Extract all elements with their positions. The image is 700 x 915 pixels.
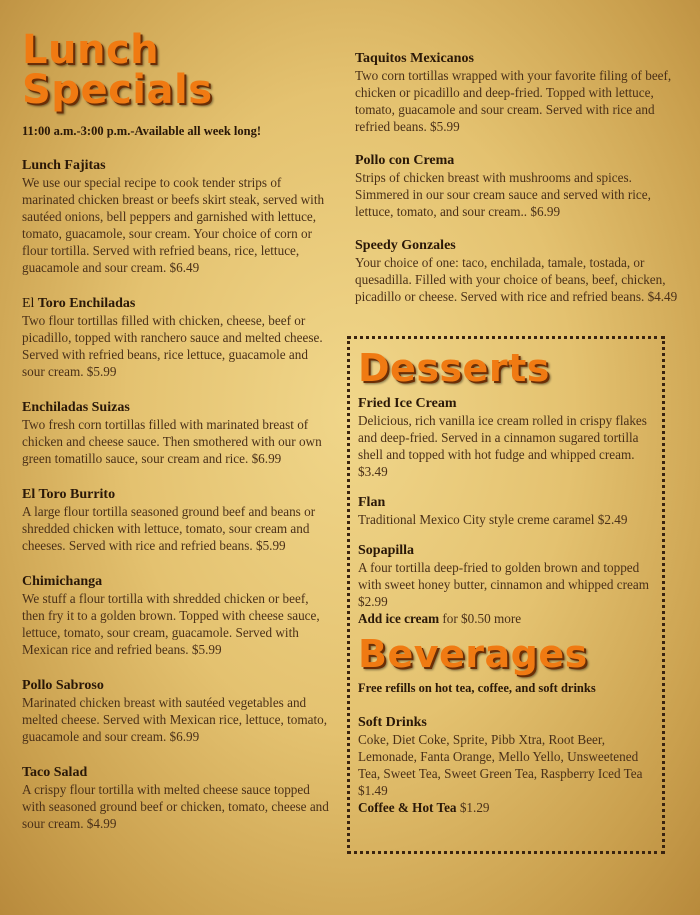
addon-price: for $0.50 more	[442, 611, 522, 626]
coffee-label: Coffee & Hot Tea	[358, 800, 457, 815]
item-name: Lunch Fajitas	[22, 158, 106, 173]
item-description: Strips of chicken breast with mushrooms and spices. Simmered in our sour cream sauce and served with rice, lettuce, tomato, and sour cream.. $6.99	[355, 170, 651, 219]
desserts-title: Desserts	[358, 346, 550, 390]
item-name: Speedy Gonzales	[355, 238, 456, 253]
item-description: Two flour tortillas filled with chicken, cheese, beef or picadillo, topped with ranchero sauce and melted cheese. Served with refried beans, rice lettuce, guacamole and sour cream. $5.99	[22, 313, 323, 379]
item-description: Coke, Diet Coke, Sprite, Pibb Xtra, Root Beer, Lemonade, Fanta Orange, Mello Yello, Unsweetened Tea, Sweet Tea, Sweet Green Tea, Raspberry Iced Tea $1.49	[358, 732, 643, 798]
item-description: Traditional Mexico City style creme caramel $2.49	[358, 512, 628, 527]
item-name-main: Toro Enchiladas	[37, 296, 136, 311]
item-description: A four tortilla deep-fried to golden brown and topped with sweet honey butter, cinnamon and whipped cream $2.99	[358, 560, 649, 609]
lunch-column	[22, 27, 332, 851]
item-description: A crispy flour tortilla with melted cheese sauce topped with seasoned ground beef or chicken, tomato, cheese and sour cream. $4.99	[22, 782, 329, 831]
item-name: Taco Salad	[22, 765, 88, 780]
menu-item-pollo-con-crema	[355, 152, 685, 220]
item-name	[22, 295, 332, 312]
item-name-prefix: El	[22, 296, 35, 311]
menu-item-enchiladas-suizas	[22, 399, 332, 467]
menu-item-pollo-sabroso	[22, 677, 332, 745]
item-name: Fried Ice Cream	[358, 396, 457, 411]
menu-item-flan	[358, 494, 662, 528]
item-name: Enchiladas Suizas	[22, 400, 130, 415]
item-description: Delicious, rich vanilla ice cream rolled in crispy flakes and deep-fried. Served in a cinnamon sugared tortilla shell and topped with hot fudge and whipped cream. $3.49	[358, 413, 647, 479]
lunch-right-column	[355, 50, 685, 322]
item-name: Taquitos Mexicanos	[355, 51, 474, 66]
menu-item-chimichanga	[22, 573, 332, 658]
menu-item-speedy-gonzales	[355, 237, 685, 305]
menu-item-el-toro-enchiladas	[22, 295, 332, 380]
item-description: Marinated chicken breast with sautéed vegetables and melted cheese. Served with Mexican rice, lettuce, tomato, guacamole and sour cream. $6.99	[22, 695, 328, 744]
item-description: We stuff a flour tortilla with shredded chicken or beef, then fry it to a golden brown. Topped with cheese sauce, lettuce, tomato, sour cream, guacamole. Served with Mexican rice and refried beans. $5.99	[22, 591, 320, 657]
item-description: Your choice of one: taco, enchilada, tamale, tostada, or quesadilla. Filled with your choice of beans, beef, chicken, picadillo or cheese. Served with rice and refried beans. $4.49	[355, 255, 678, 304]
item-description: Two fresh corn tortillas filled with marinated breast of chicken and cheese sauce. Then smothered with our own green tomatillo sauce, sour cream and rice. $6.99	[22, 417, 322, 466]
item-name: El Toro Burrito	[22, 487, 116, 502]
menu-item-el-toro-burrito	[22, 486, 332, 554]
menu-item-taquitos-mexicanos	[355, 50, 685, 135]
menu-item-lunch-fajitas	[22, 157, 332, 276]
desserts-beverages-box	[347, 336, 665, 854]
item-name: Pollo con Crema	[355, 153, 455, 168]
free-refills-note: Free refills on hot tea, coffee, and soft drinks	[358, 681, 596, 695]
item-name: Soft Drinks	[358, 715, 427, 730]
item-name: Pollo Sabroso	[22, 678, 104, 693]
item-name: Flan	[358, 495, 386, 510]
lunch-hours: 11:00 a.m.-3:00 p.m.-Available all week long!	[22, 124, 261, 138]
coffee-hot-tea-line	[358, 799, 662, 816]
menu-item-sopapilla	[358, 542, 662, 627]
item-description: We use our special recipe to cook tender strips of marinated chicken breast or beefs skirt steak, served with sautéed onions, bell peppers and garnished with lettuce, tomato, guacamole, sour cream. Your choice of corn or flour tortilla. Served with refried beans, rice, lettuce, guacamole and sour cream. $6.49	[22, 175, 325, 275]
item-description: Two corn tortillas wrapped with your favorite filing of beef, chicken or picadillo and deep-fried. Topped with lettuce, tomato, guacamole and sour cream. Served with rice and refried beans. $5.99	[355, 68, 672, 134]
coffee-price: $1.29	[459, 800, 490, 815]
add-ice-cream-note	[358, 610, 662, 627]
beverages-title: Beverages	[358, 632, 588, 676]
menu-item-taco-salad	[22, 764, 332, 832]
lunch-specials-title: Lunch Specials	[22, 27, 213, 113]
item-description: A large flour tortilla seasoned ground beef and beans or shredded chicken with lettuce, tomato, sour cream and cheeses. Served with rice and refried beans. $5.99	[22, 504, 316, 553]
menu-item-soft-drinks	[358, 714, 662, 816]
menu-item-fried-ice-cream	[358, 395, 662, 480]
addon-label: Add ice cream	[358, 611, 440, 626]
item-name: Sopapilla	[358, 543, 415, 558]
item-name: Chimichanga	[22, 574, 103, 589]
